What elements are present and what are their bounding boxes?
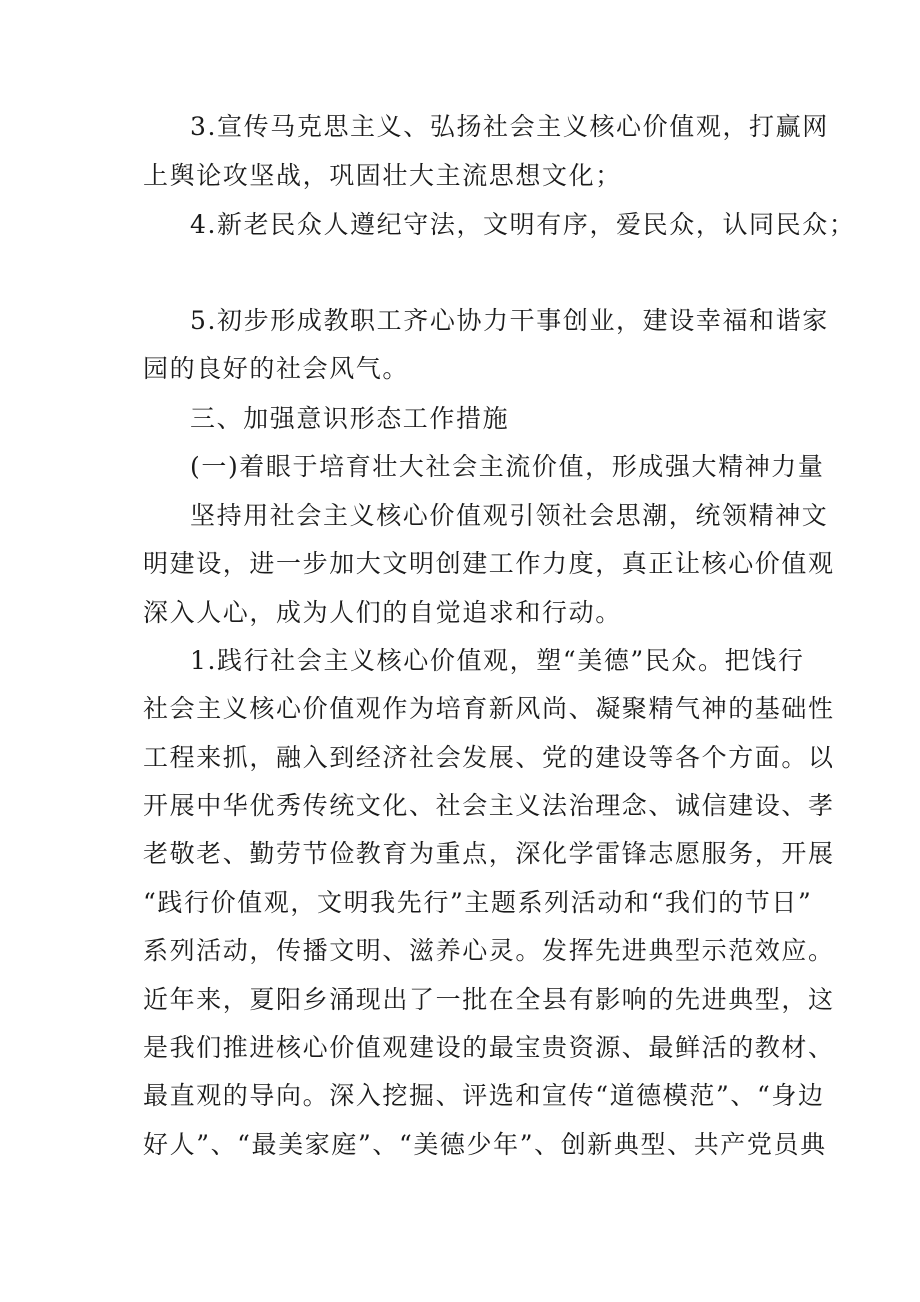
section-heading: 三、加强意识形态工作措施: [190, 404, 510, 433]
text-line: 最直观的导向。深入挖掘、评选和宣传“道德模范”、“身边: [143, 1081, 825, 1110]
text-line: 老敬老、勤劳节俭教育为重点，深化学雷锋志愿服务，开展: [143, 839, 835, 868]
text-line: 深入人心，成为人们的自觉追求和行动。: [143, 598, 622, 627]
text-line: 开展中华优秀传统文化、社会主义法治理念、诚信建设、孝: [143, 791, 835, 820]
text-line: 1.践行社会主义核心价值观，塑“美德”民众。把饯行: [190, 646, 805, 675]
text-line: 上舆论攻坚战，巩固壮大主流思想文化；: [143, 161, 622, 190]
text-line: 系列活动，传播文明、滋养心灵。发挥先进典型示范效应。: [143, 936, 835, 965]
text-line: 社会主义核心价值观作为培育新风尚、凝聚精气神的基础性: [143, 694, 835, 723]
text-line: 明建设，进一步加大文明创建工作力度，真正让核心价值观: [143, 549, 835, 578]
text-line: 5.初步形成教职工齐心协力干事创业，建设幸福和谐家: [190, 306, 829, 335]
text-line: 近年来，夏阳乡涌现出了一批在全县有影响的先进典型，这: [143, 985, 835, 1014]
text-line: 是我们推进核心价值观建设的最宝贵资源、最鲜活的教材、: [143, 1033, 835, 1062]
text-line: 工程来抓，融入到经济社会发展、党的建设等各个方面。以: [143, 743, 835, 772]
text-line: 好人”、“最美家庭”、“美德少年”、创新典型、共产党员典: [143, 1130, 827, 1159]
text-line: 3.宣传马克思主义、弘扬社会主义核心价值观，打赢网: [190, 112, 829, 141]
text-line: 园的良好的社会风气。: [143, 354, 410, 383]
text-line: 4.新老民众人遵纪守法，文明有序，爱民众，认同民众；: [190, 210, 856, 239]
subsection-heading: (一)着眼于培育壮大社会主流价值，形成强大精神力量: [190, 452, 825, 481]
text-line: “践行价值观，文明我先行”主题系列活动和“我们的节日”: [143, 888, 813, 917]
text-line: 坚持用社会主义核心价值观引领社会思潮，统领精神文: [190, 501, 829, 530]
